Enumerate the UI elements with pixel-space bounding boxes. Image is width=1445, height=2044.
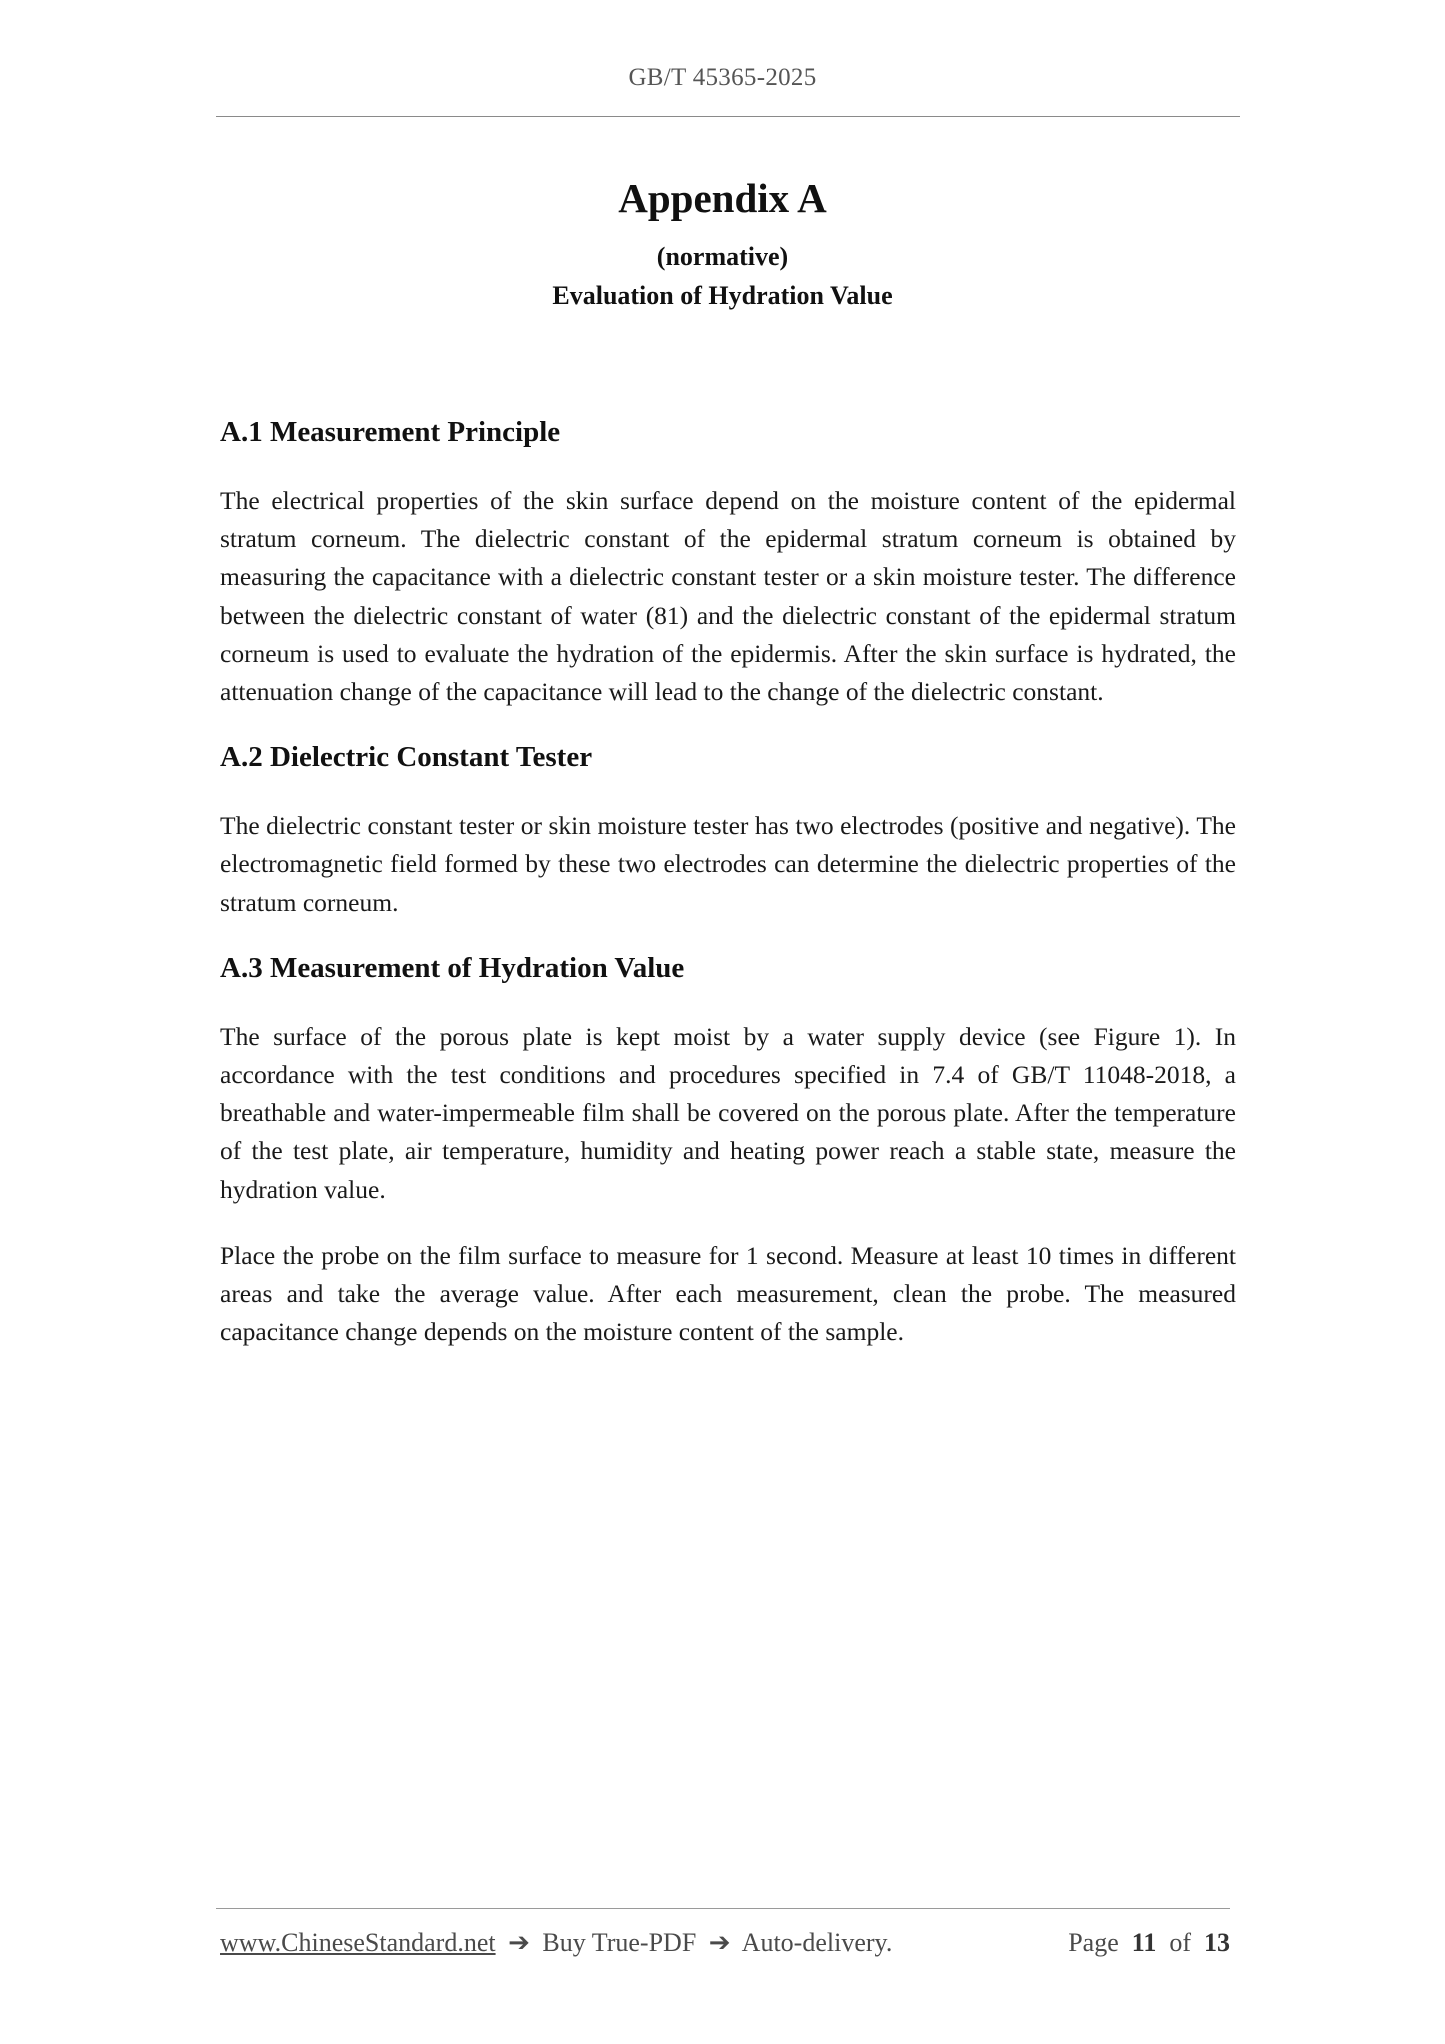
appendix-subtitle: Evaluation of Hydration Value (552, 281, 893, 310)
paragraph: The surface of the porous plate is kept moist by a water supply device (see Figure 1). In accordance with the test conditions and procedures specified in 7.4 of GB/T 11048-2018, a breathable and water-impermeable film shall be covered on the porous plate. After the temperature of the test plate, air temperature, humidity and heating power reach a stable state, measure the hydration value. (220, 1021, 1236, 1204)
document-id-header: GB/T 45365-2025 (628, 64, 817, 91)
total-pages: 13 (1204, 1928, 1230, 1957)
of-label: of (1169, 1928, 1191, 1957)
buy-true-pdf-text: Buy True-PDF (542, 1928, 697, 1957)
paragraph: Place the probe on the film surface to measure for 1 second. Measure at least 10 times in different areas and take the average value. After each measurement, clean the probe. The measured capacitance change depends on the moisture content of the sample. (220, 1240, 1236, 1347)
website-link[interactable]: www.ChineseStandard.net (220, 1928, 496, 1957)
arrow-right-icon: ➔ (708, 1928, 731, 1957)
paragraph: The dielectric constant tester or skin moisture tester has two electrodes (positive and negative). The electromagnetic field formed by these two electrodes can determine the dielectric properties of the stratum corneum. (220, 811, 1236, 917)
section-heading: A.3 Measurement of Hydration Value (220, 951, 685, 984)
footer-divider (216, 1908, 1230, 1909)
section-heading: A.1 Measurement Principle (220, 416, 561, 448)
current-page: 11 (1131, 1928, 1157, 1957)
section-a3 (220, 948, 1236, 1352)
appendix-type: (normative) (656, 242, 789, 271)
header-divider (216, 116, 1240, 117)
section-a1 (220, 412, 1236, 711)
section-heading: A.2 Dielectric Constant Tester (220, 741, 593, 774)
page-number (1068, 1928, 1230, 1958)
auto-delivery-text: Auto-delivery. (741, 1928, 893, 1957)
arrow-right-icon: ➔ (508, 1928, 530, 1957)
section-a2 (220, 737, 1236, 922)
footer-promo (220, 1928, 892, 1958)
appendix-title: Appendix A (618, 175, 827, 221)
document-body (220, 412, 1236, 1351)
paragraph: The electrical properties of the skin surface depend on the moisture content of the epidermal stratum corneum. The dielectric constant of the epidermal stratum corneum is obtained by measuring the capacitance with a dielectric constant tester or a skin moisture tester. The difference between the dielectric constant of water (81) and the dielectric constant of the epidermal stratum corneum is used to evaluate the hydration of the epidermis. After the skin surface is hydrated, the attenuation change of the capacitance will lead to the change of the dielectric constant. (220, 486, 1236, 707)
page-label: Page (1068, 1928, 1119, 1957)
